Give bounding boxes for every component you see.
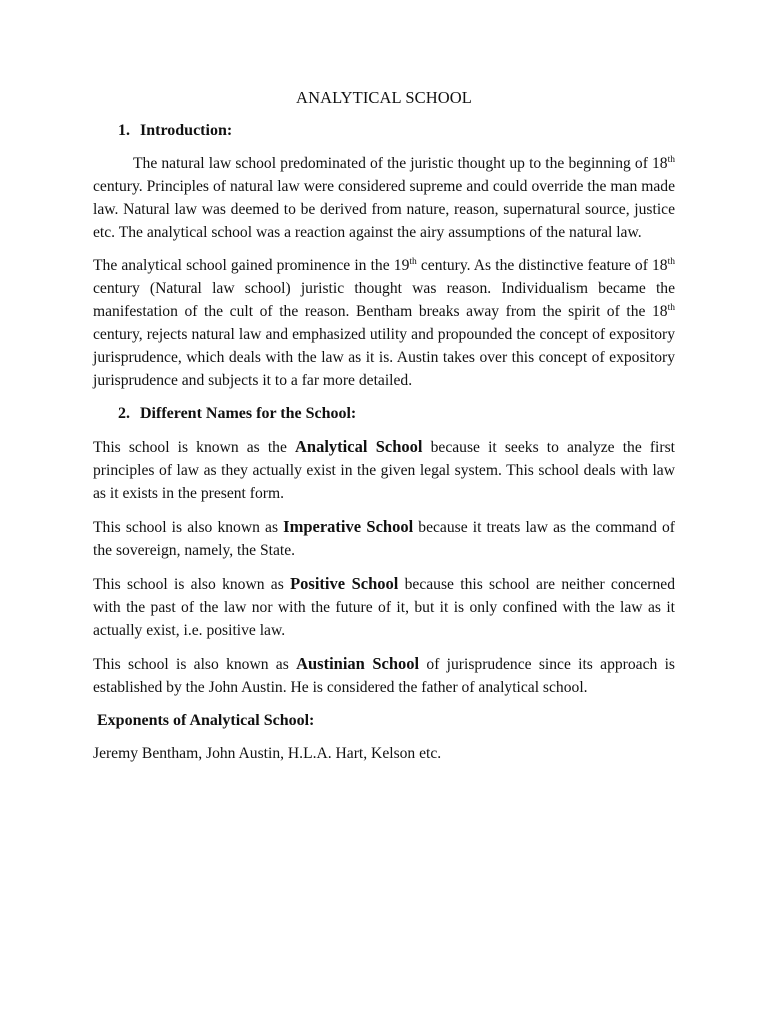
austinian-school-paragraph: This school is also known as Austinian School of jurisprudence since its approach is established by the John Austin. He is considered the father of analytical school.: [93, 654, 675, 696]
section-heading-text: Introduction:: [140, 122, 233, 139]
exponents-list: Jeremy Bentham, John Austin, H.L.A. Hart, Kelson etc.: [93, 745, 442, 762]
imperative-school-paragraph: This school is also known as Imperative School because it treats law as the command of the sovereign, namely, the State.: [93, 517, 675, 559]
document-title: ANALYTICAL SCHOOL: [296, 88, 472, 107]
term-imperative-school: Imperative School: [283, 517, 414, 536]
section-number: 1.: [118, 122, 130, 139]
analytical-school-paragraph: This school is known as the Analytical School because it seeks to analyze the first principles of law as they actually exist in the given legal system. This school deals with law as it exists in the present form.: [93, 437, 675, 502]
positive-school-paragraph: This school is also known as Positive School because this school are neither concerned with the past of the law nor with the future of it, but it is only confined with the law as it actually exist, i.e. positive law.: [93, 574, 675, 639]
document-page: [93, 86, 675, 775]
term-analytical-school: Analytical School: [295, 437, 423, 456]
section-heading-text: Different Names for the School:: [140, 405, 357, 422]
section-heading-names: [93, 402, 675, 425]
term-austinian-school: Austinian School: [296, 654, 420, 673]
term-positive-school: Positive School: [290, 574, 399, 593]
intro-paragraph-2: The analytical school gained prominence in the 19th century. As the distinctive feature of 18th century (Natural law school) juristic thought was reason. Individualism became the manifestation of the cult of the reason. Bentham breaks away from the spirit of the 18th century, rejects natural law and emphasized utility and propounded the concept of expository jurisprudence, which deals with the law as it is. Austin takes over this concept of expository jurisprudence and subjects it to a far more detailed.: [93, 257, 675, 389]
section-heading-exponents: Exponents of Analytical School:: [97, 712, 315, 729]
section-number: 2.: [118, 405, 130, 422]
intro-paragraph-1: The natural law school predominated of the juristic thought up to the beginning of 18th century. Principles of natural law were considered supreme and could override the man made law. Natural law was deemed to be derived from nature, reason, supernatural source, justice etc. The analytical school was a reaction against the airy assumptions of the natural law.: [93, 155, 675, 241]
section-heading-introduction: [93, 119, 675, 142]
